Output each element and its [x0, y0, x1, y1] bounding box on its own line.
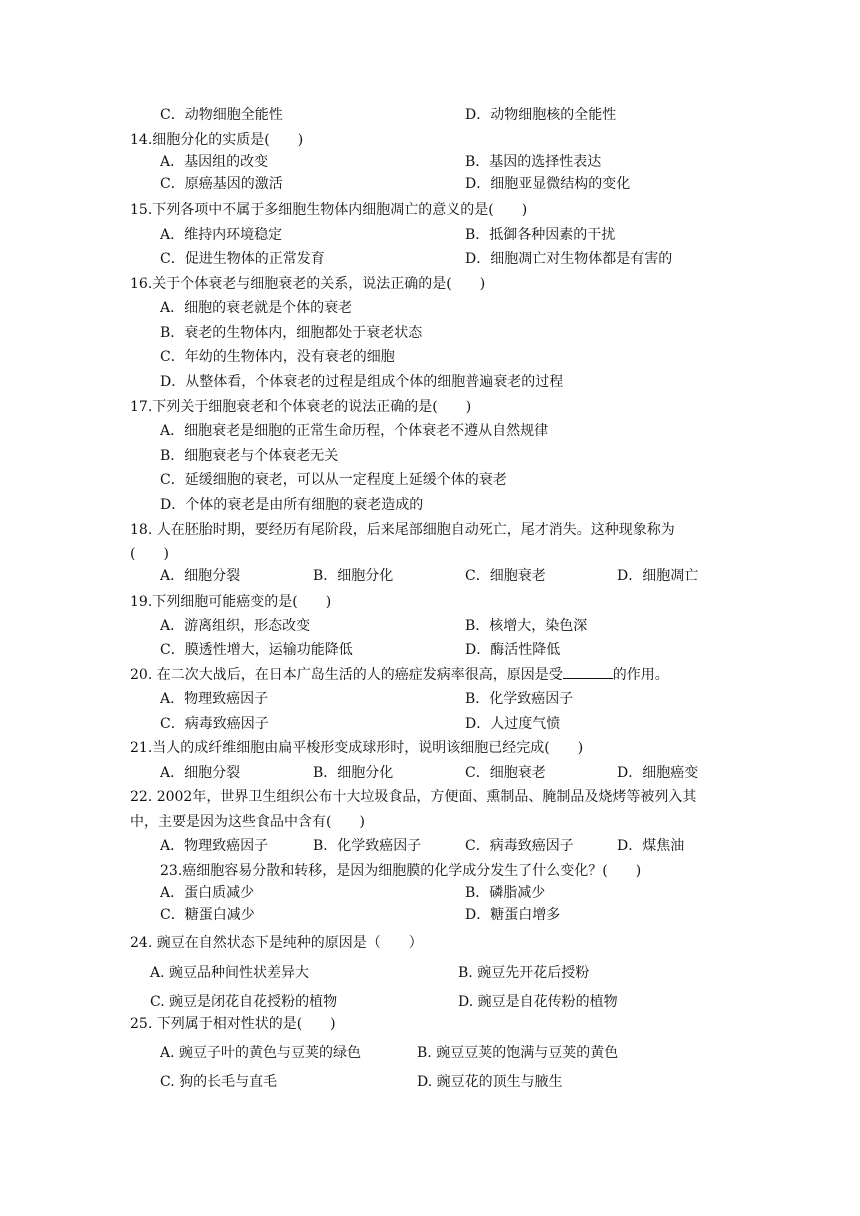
q17-stem: 17.下列关于细胞衰老和个体衰老的说法正确的是( ) — [130, 399, 472, 415]
q20-stem-suffix: 的作用。 — [612, 667, 669, 683]
q21-option-a: A．细胞分裂 — [160, 765, 241, 781]
q15-option-a: A．维持内环境稳定 — [160, 227, 283, 243]
q19-stem: 19.下列细胞可能癌变的是( ) — [130, 594, 332, 610]
q14-option-b: B．基因的选择性表达 — [465, 154, 602, 170]
q18-stem-line1: 18. 人在胚胎时期，要经历有尾阶段，后来尾部细胞自动死亡，尾才消失。这种现象称为 — [130, 522, 675, 538]
q23-option-b: B．磷脂减少 — [465, 885, 546, 901]
q18-option-a: A．细胞分裂 — [160, 568, 241, 584]
q14-stem: 14.细胞分化的实质是( ) — [130, 132, 304, 148]
q21-option-b: B．细胞分化 — [313, 765, 394, 781]
q25-option-c: C. 狗的长毛与直毛 — [160, 1074, 278, 1090]
q22-stem-line1: 22. 2002年，世界卫生组织公布十大垃圾食品，方便面、熏制品、腌制品及烧烤等被列入其 — [130, 789, 697, 805]
q23-option-d: D．糖蛋白增多 — [465, 907, 561, 923]
q24-option-b: B. 豌豆先开花后授粉 — [458, 965, 590, 981]
q20-option-a: A．物理致癌因子 — [160, 691, 269, 707]
q15-stem: 15.下列各项中不属于多细胞生物体内细胞凋亡的意义的是( ) — [130, 202, 528, 218]
q24-option-d: D. 豌豆是自花传粉的植物 — [458, 994, 618, 1010]
q19-option-c: C．膜透性增大，运输功能降低 — [160, 642, 353, 658]
q23-option-c: C．糖蛋白减少 — [160, 907, 255, 923]
q14-option-c: C．原癌基因的激活 — [160, 176, 283, 192]
q22-option-d: D．煤焦油 — [617, 838, 685, 854]
q16-option-a: A．细胞的衰老就是个体的衰老 — [160, 300, 353, 316]
q13-option-c: C．动物细胞全能性 — [160, 107, 283, 123]
q17-option-a: A．细胞衰老是细胞的正常生命历程，个体衰老不遵从自然规律 — [160, 423, 549, 439]
q20-option-c: C．病毒致癌因子 — [160, 716, 269, 732]
q15-option-d: D．细胞凋亡对生物体都是有害的 — [465, 251, 673, 267]
q19-option-a: A．游离组织，形态改变 — [160, 618, 311, 634]
q25-option-d: D. 豌豆花的顶生与腋生 — [417, 1074, 563, 1090]
q18-option-d: D．细胞凋亡 — [617, 568, 699, 584]
q20-stem-prefix: 20. 在二次大战后，在日本广岛生活的人的癌症发病率很高，原因是受 — [130, 667, 563, 683]
q14-option-a: A．基因组的改变 — [160, 154, 269, 170]
q23-stem: 23.癌细胞容易分散和转移，是因为细胞膜的化学成分发生了什么变化？( ) — [160, 863, 642, 879]
q25-option-a: A. 豌豆子叶的黄色与豆荚的绿色 — [160, 1045, 362, 1061]
q19-option-d: D．酶活性降低 — [465, 642, 561, 658]
q24-option-c: C. 豌豆是闭花自花授粉的植物 — [150, 994, 338, 1010]
q16-option-b: B．衰老的生物体内，细胞都处于衰老状态 — [160, 325, 423, 341]
q20-option-d: D．人过度气愤 — [465, 716, 561, 732]
q20-answer-blank — [563, 665, 613, 679]
q14-option-d: D．细胞亚显微结构的变化 — [465, 176, 631, 192]
q25-stem: 25. 下列属于相对性状的是( ) — [130, 1016, 336, 1032]
q13-option-d: D．动物细胞核的全能性 — [465, 107, 617, 123]
q17-option-d: D．个体的衰老是由所有细胞的衰老造成的 — [160, 497, 424, 513]
q17-option-c: C．延缓细胞的衰老，可以从一定程度上延缓个体的衰老 — [160, 472, 507, 488]
q21-stem: 21.当人的成纤维细胞由扁平梭形变成球形时，说明该细胞已经完成( ) — [130, 740, 584, 756]
q15-option-b: B．抵御各种因素的干扰 — [465, 227, 616, 243]
q22-option-a: A．物理致癌因子 — [160, 838, 269, 854]
q22-option-b: B．化学致癌因子 — [313, 838, 422, 854]
q16-option-d: D．从整体看，个体衰老的过程是组成个体的细胞普遍衰老的过程 — [160, 374, 564, 390]
q24-option-a: A. 豌豆品种间性状差异大 — [150, 965, 310, 981]
q20-stem — [130, 665, 669, 684]
q18-option-c: C．细胞衰老 — [465, 568, 546, 584]
q22-option-c: C．病毒致癌因子 — [465, 838, 574, 854]
q17-option-b: B．细胞衰老与个体衰老无关 — [160, 448, 339, 464]
q22-stem-line2: 中，主要是因为这些食品中含有( ) — [130, 814, 365, 830]
q18-option-b: B．细胞分化 — [313, 568, 394, 584]
q20-option-b: B．化学致癌因子 — [465, 691, 574, 707]
q19-option-b: B．核增大，染色深 — [465, 618, 588, 634]
q24-stem: 24. 豌豆在自然状态下是纯种的原因是（ ） — [130, 935, 423, 951]
q21-option-d: D．细胞癌变 — [617, 765, 699, 781]
q16-option-c: C．年幼的生物体内，没有衰老的细胞 — [160, 349, 395, 365]
q21-option-c: C．细胞衰老 — [465, 765, 546, 781]
q23-option-a: A．蛋白质减少 — [160, 885, 255, 901]
q16-stem: 16.关于个体衰老与细胞衰老的关系，说法正确的是( ) — [130, 276, 486, 292]
q18-stem-line2: ( ) — [130, 546, 169, 562]
q15-option-c: C．促进生物体的正常发育 — [160, 251, 325, 267]
q25-option-b: B. 豌豆豆荚的饱满与豆荚的黄色 — [417, 1045, 619, 1061]
